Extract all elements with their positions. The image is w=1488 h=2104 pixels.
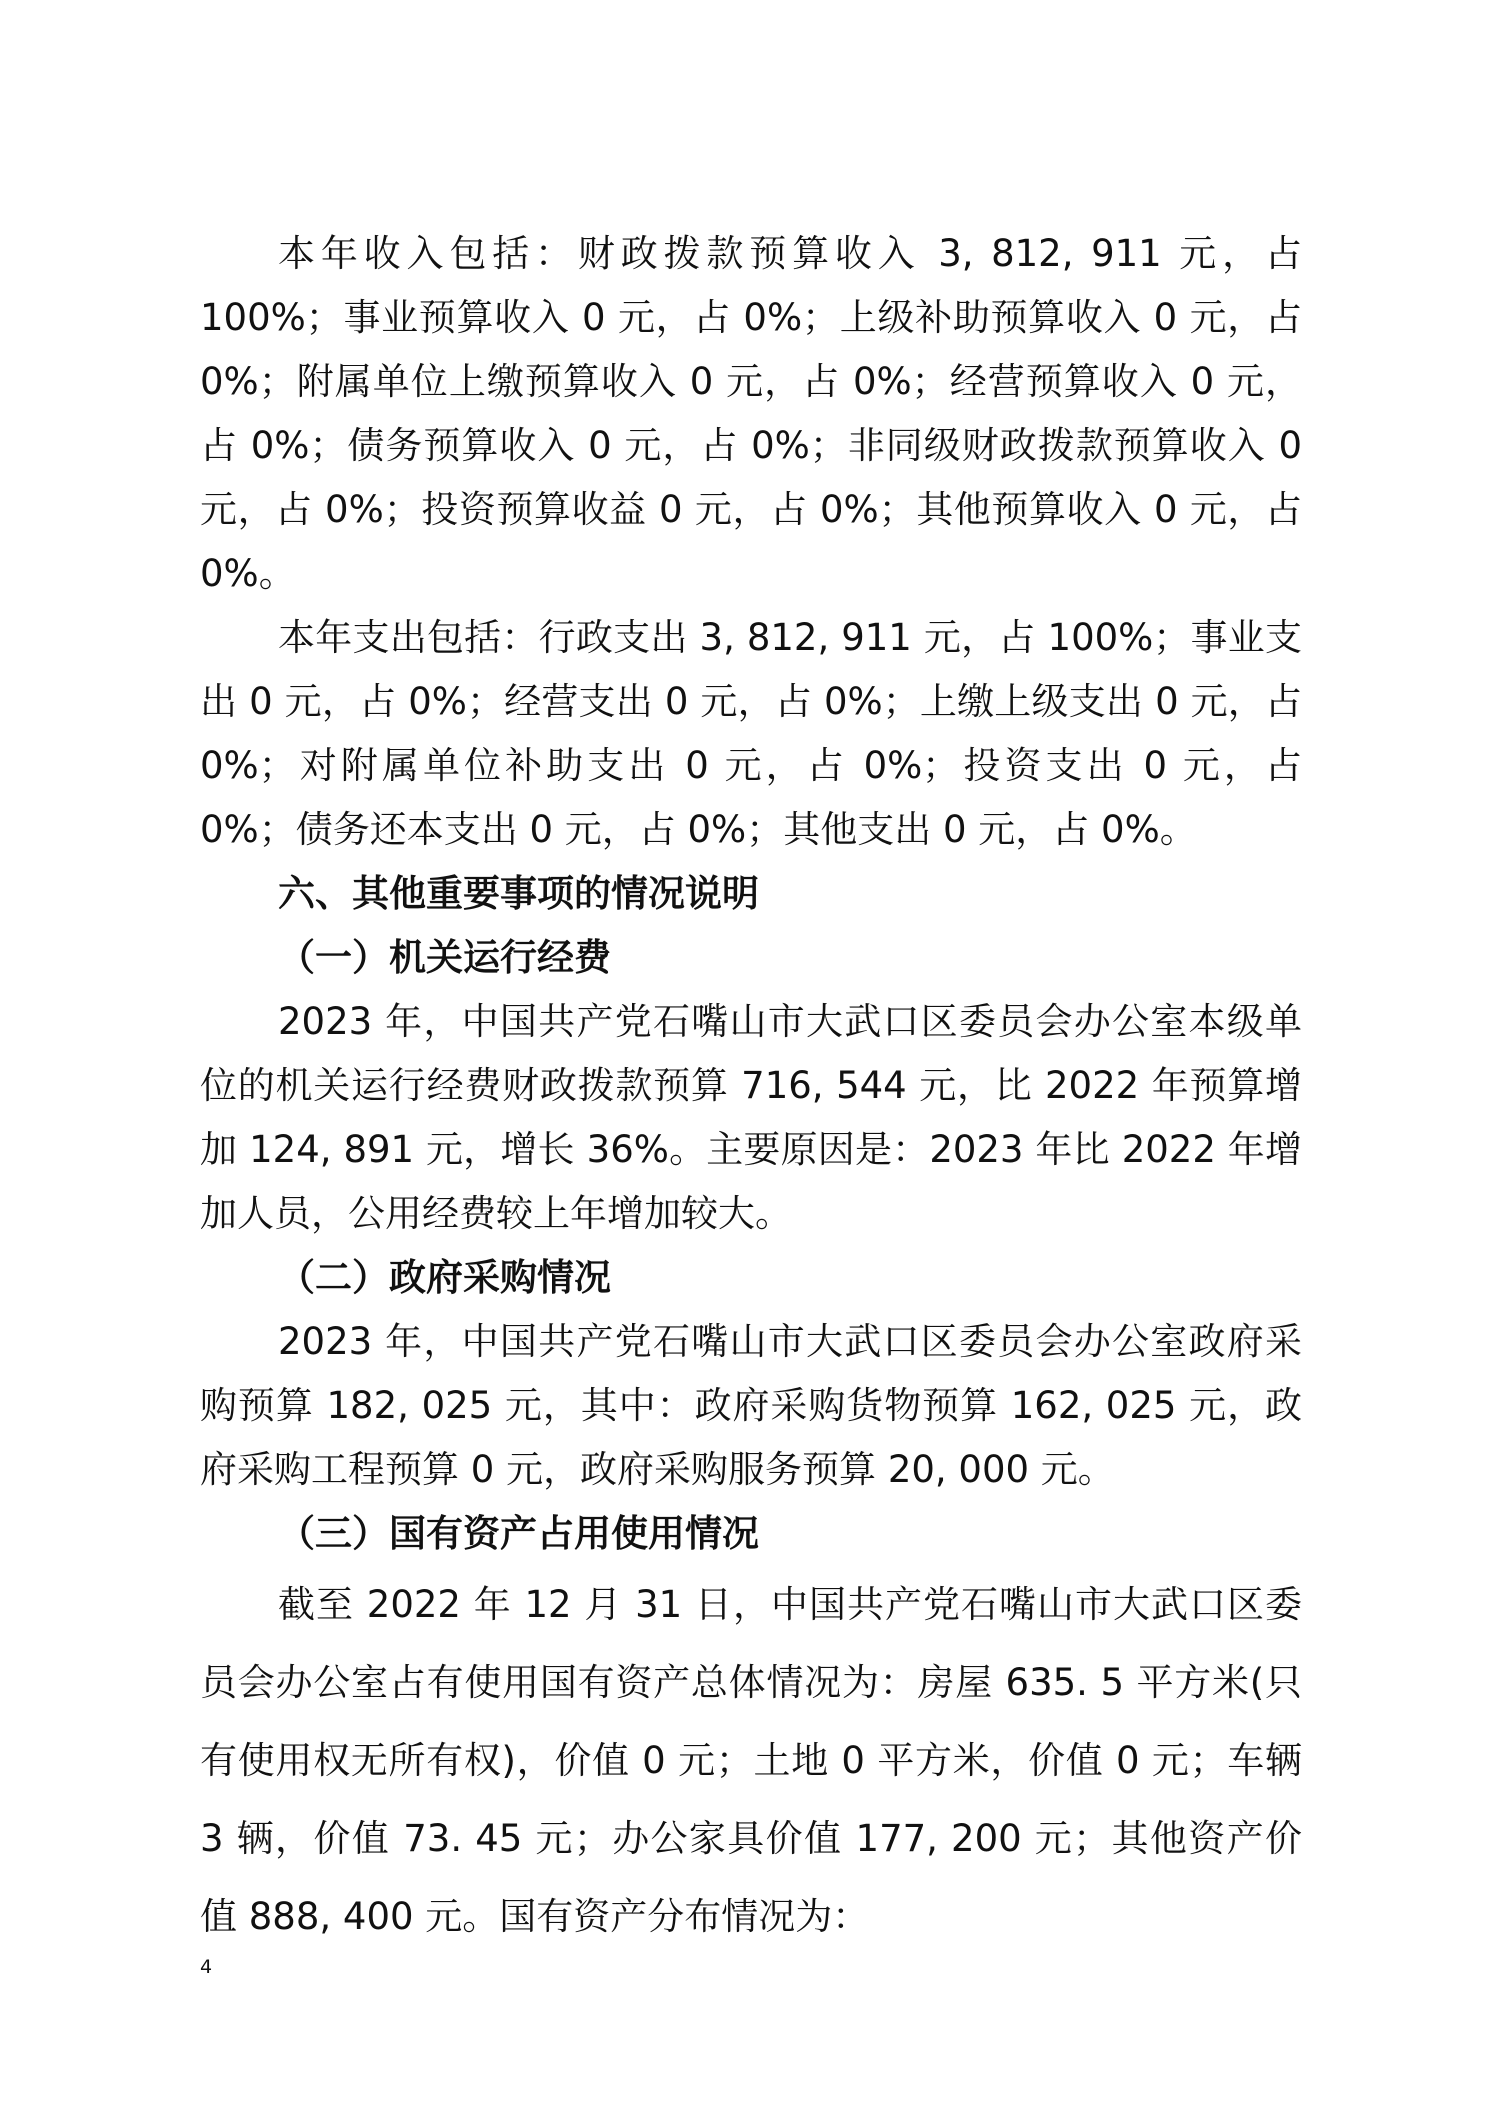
income-paragraph: 本年收入包括：财政拨款预算收入 3, 812, 911 元，占 100%；事业预算收入 0 元，占 0%；上级补助预算收入 0 元，占 0%；附属单位上缴预算收入 0 元，占 0%；经营预算收入 0 元，占 0%；债务预算收入 0 元，占 0%；非同级财政拨款预算收入 0 元，占 0%；投资预算收益 0 元，占 0%；其他预算收入 0 元，占 0%。: [200, 232, 1303, 595]
subsection-heading-state-assets: （三）国有资产占用使用情况: [278, 1512, 759, 1555]
procurement-paragraph: 2023 年，中国共产党石嘴山市大武口区委员会办公室政府采购预算 182, 025 元，其中：政府采购货物预算 162, 025 元，政府采购工程预算 0 元，政府采购服务预算 20, 000 元。: [200, 1320, 1302, 1491]
expenditure-paragraph: 本年支出包括：行政支出 3, 812, 911 元，占 100%；事业支出 0 元，占 0%；经营支出 0 元，占 0%；上缴上级支出 0 元，占 0%；对附属单位补助支出 0 元，占 0%；投资支出 0 元，占 0%；债务还本支出 0 元，占 0%；其他支出 0 元，占 0%。: [200, 616, 1302, 851]
section-heading-other-matters: 六、其他重要事项的情况说明: [278, 872, 759, 915]
document-body: [200, 222, 1302, 1956]
state-assets-paragraph: 截至 2022 年 12 月 31 日，中国共产党石嘴山市大武口区委员会办公室占有使用国有资产总体情况为：房屋 635. 5 平方米(只有使用权无所有权)，价值 0 元；土地 0 平方米，价值 0 元；车辆 3 辆，价值 73. 45 元；办公家具价值 177, 200 元；其他资产价值 888, 400 元。国有资产分布情况为：: [200, 1583, 1302, 1938]
subsection-heading-procurement: （二）政府采购情况: [278, 1256, 611, 1299]
page-number: 4: [200, 1956, 213, 1978]
subsection-heading-operating-funds: （一）机关运行经费: [278, 936, 611, 979]
operating-funds-paragraph: 2023 年，中国共产党石嘴山市大武口区委员会办公室本级单位的机关运行经费财政拨款预算 716, 544 元，比 2022 年预算增加 124, 891 元，增长 36%。主要原因是：2023 年比 2022 年增加人员，公用经费较上年增加较大。: [200, 1000, 1302, 1235]
